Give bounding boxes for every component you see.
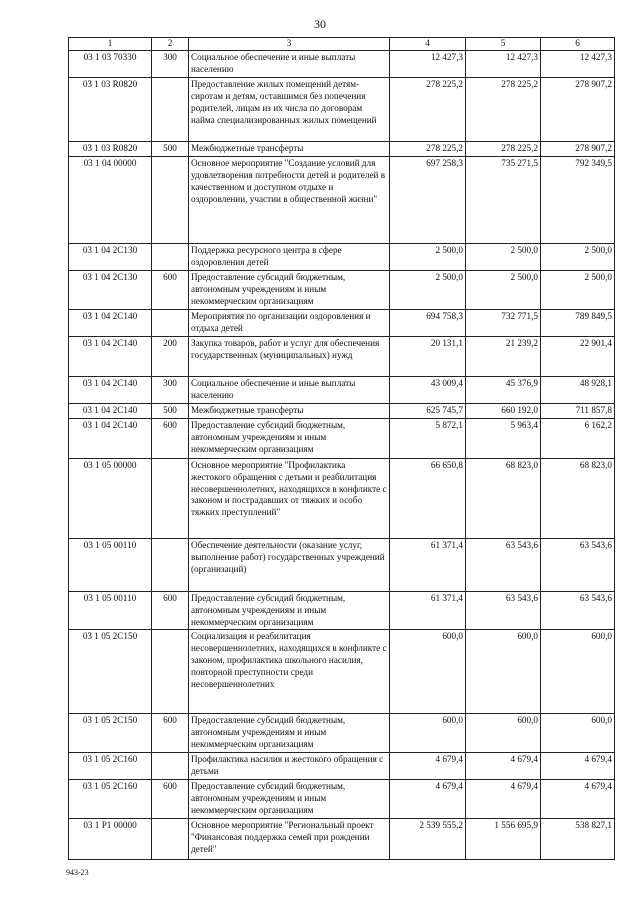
- code-cell: 03 1 04 2C140: [69, 418, 152, 458]
- code-cell: 03 1 05 2C150: [69, 630, 152, 714]
- name-cell: Основное мероприятие "Создание условий для удовлетворения потребности детей и родителей в качественном и доступном отдыхе и оздоровлении, участии в общественной жизни": [189, 156, 390, 243]
- expense-type-cell: 300: [152, 376, 189, 403]
- column-header: 1: [69, 38, 152, 51]
- amount-year1-cell: 5 872,1: [390, 418, 466, 458]
- expense-type-cell: [152, 630, 189, 714]
- code-cell: 03 1 04 2C140: [69, 403, 152, 418]
- code-cell: 03 1 03 70330: [69, 50, 152, 77]
- amount-year2-cell: 600,0: [466, 714, 541, 753]
- amount-year1-cell: 61 371,4: [390, 591, 466, 630]
- name-cell: Социальное обеспечение и иные выплаты населению: [189, 376, 390, 403]
- name-cell: Предоставление жилых помещений детям-сиротам и детям, оставшимся без попечения родителей, лицам из их числа по договорам найма специализированных жилых помещений: [189, 77, 390, 141]
- amount-year1-cell: 625 745,7: [390, 403, 466, 418]
- column-header: 3: [189, 38, 390, 51]
- table-row: [69, 403, 615, 418]
- amount-year3-cell: 2 500,0: [541, 243, 615, 270]
- amount-year1-cell: 12 427,3: [390, 50, 466, 77]
- name-cell: Социальное обеспечение и иные выплаты населению: [189, 50, 390, 77]
- name-cell: Профилактика насилия и жестокого обращения с детьми: [189, 753, 390, 780]
- code-cell: 03 1 04 2C130: [69, 243, 152, 270]
- name-cell: Предоставление субсидий бюджетным, автономным учреждениям и иным некоммерческим организациям: [189, 714, 390, 753]
- amount-year1-cell: 2 500,0: [390, 270, 466, 309]
- expense-type-cell: 500: [152, 141, 189, 156]
- expense-type-cell: 600: [152, 714, 189, 753]
- amount-year1-cell: 61 371,4: [390, 538, 466, 591]
- amount-year3-cell: 538 827,1: [541, 819, 615, 860]
- table-row: [69, 714, 615, 753]
- code-cell: 03 1 04 2C140: [69, 376, 152, 403]
- expense-type-cell: 600: [152, 591, 189, 630]
- page-number: 30: [314, 17, 326, 31]
- amount-year1-cell: 20 131,1: [390, 336, 466, 376]
- amount-year2-cell: 660 192,0: [466, 403, 541, 418]
- name-cell: Социализация и реабилитация несовершеннолетних, находящихся в конфликте с законом, профилактика школьного насилия, повторной преступности среди несовершеннолетних: [189, 630, 390, 714]
- amount-year3-cell: 4 679,4: [541, 780, 615, 819]
- expense-type-cell: [152, 309, 189, 336]
- expense-type-cell: 300: [152, 50, 189, 77]
- amount-year2-cell: 600,0: [466, 630, 541, 714]
- amount-year1-cell: 2 539 555,2: [390, 819, 466, 860]
- code-cell: 03 1 03 R0820: [69, 141, 152, 156]
- table-row: [69, 753, 615, 780]
- expense-type-cell: 500: [152, 403, 189, 418]
- name-cell: Основное мероприятие "Региональный проект "Финансовая поддержка семей при рождении детей": [189, 819, 390, 860]
- name-cell: Предоставление субсидий бюджетным, автономным учреждениям и иным некоммерческим организациям: [189, 270, 390, 309]
- amount-year2-cell: 68 823,0: [466, 458, 541, 538]
- table-row: [69, 376, 615, 403]
- table-row: [69, 270, 615, 309]
- name-cell: Закупка товаров, работ и услуг для обеспечения государственных (муниципальных) нужд: [189, 336, 390, 376]
- amount-year3-cell: 12 427,3: [541, 50, 615, 77]
- expense-type-cell: 600: [152, 270, 189, 309]
- table-row: [69, 458, 615, 538]
- expense-type-cell: [152, 156, 189, 243]
- amount-year3-cell: 278 907,2: [541, 77, 615, 141]
- amount-year2-cell: 63 543,6: [466, 591, 541, 630]
- name-cell: Поддержка ресурсного центра в сфере оздоровления детей: [189, 243, 390, 270]
- amount-year2-cell: 1 556 695,9: [466, 819, 541, 860]
- code-cell: 03 1 04 2C130: [69, 270, 152, 309]
- amount-year2-cell: 4 679,4: [466, 780, 541, 819]
- table-row: [69, 780, 615, 819]
- amount-year3-cell: 63 543,6: [541, 538, 615, 591]
- amount-year2-cell: 2 500,0: [466, 243, 541, 270]
- amount-year2-cell: 735 271,5: [466, 156, 541, 243]
- amount-year3-cell: 600,0: [541, 630, 615, 714]
- code-cell: 03 1 05 00110: [69, 591, 152, 630]
- name-cell: Предоставление субсидий бюджетным, автономным учреждениям и иным некоммерческим организациям: [189, 780, 390, 819]
- expense-type-cell: 600: [152, 418, 189, 458]
- table-row: [69, 336, 615, 376]
- expense-type-cell: [152, 819, 189, 860]
- code-cell: 03 1 04 2C140: [69, 336, 152, 376]
- code-cell: 03 1 03 R0820: [69, 77, 152, 141]
- code-cell: 03 1 04 00000: [69, 156, 152, 243]
- amount-year2-cell: 4 679,4: [466, 753, 541, 780]
- expense-type-cell: [152, 753, 189, 780]
- amount-year3-cell: 2 500,0: [541, 270, 615, 309]
- table-row: [69, 591, 615, 630]
- amount-year2-cell: 278 225,2: [466, 77, 541, 141]
- table-row: [69, 819, 615, 860]
- table-row: [69, 50, 615, 77]
- amount-year3-cell: 6 162,2: [541, 418, 615, 458]
- amount-year3-cell: 600,0: [541, 714, 615, 753]
- column-header: 6: [541, 38, 615, 51]
- amount-year2-cell: 21 239,2: [466, 336, 541, 376]
- expense-type-cell: [152, 538, 189, 591]
- expense-type-cell: 200: [152, 336, 189, 376]
- amount-year1-cell: 66 650,8: [390, 458, 466, 538]
- code-cell: 03 1 05 00110: [69, 538, 152, 591]
- amount-year1-cell: 600,0: [390, 714, 466, 753]
- amount-year1-cell: 278 225,2: [390, 77, 466, 141]
- amount-year3-cell: 63 543,6: [541, 591, 615, 630]
- name-cell: Межбюджетные трансферты: [189, 403, 390, 418]
- name-cell: Основное мероприятие "Профилактика жестокого обращения с детьми и реабилитация несовершеннолетних, находящихся в конфликте с законом и пострадавших от тяжких и особо тяжких преступлений": [189, 458, 390, 538]
- column-header: 4: [390, 38, 466, 51]
- code-cell: 03 1 05 2C160: [69, 780, 152, 819]
- amount-year2-cell: 2 500,0: [466, 270, 541, 309]
- code-cell: 03 1 05 2C150: [69, 714, 152, 753]
- amount-year2-cell: 63 543,6: [466, 538, 541, 591]
- table-row: [69, 630, 615, 714]
- name-cell: Межбюджетные трансферты: [189, 141, 390, 156]
- expense-type-cell: [152, 243, 189, 270]
- amount-year3-cell: 68 823,0: [541, 458, 615, 538]
- amount-year3-cell: 789 849,5: [541, 309, 615, 336]
- amount-year3-cell: 48 928,1: [541, 376, 615, 403]
- amount-year1-cell: 43 009,4: [390, 376, 466, 403]
- code-cell: 03 1 04 2C140: [69, 309, 152, 336]
- amount-year1-cell: 697 258,3: [390, 156, 466, 243]
- amount-year2-cell: 5 963,4: [466, 418, 541, 458]
- name-cell: Обеспечение деятельности (оказание услуг, выполнение работ) государственных учреждений (организаций): [189, 538, 390, 591]
- amount-year2-cell: 45 376,9: [466, 376, 541, 403]
- code-cell: 03 1 05 00000: [69, 458, 152, 538]
- table-row: [69, 141, 615, 156]
- amount-year3-cell: 711 857,8: [541, 403, 615, 418]
- code-cell: 03 1 P1 00000: [69, 819, 152, 860]
- amount-year1-cell: 694 758,3: [390, 309, 466, 336]
- table-row: [69, 309, 615, 336]
- amount-year3-cell: 4 679,4: [541, 753, 615, 780]
- expense-type-cell: 600: [152, 780, 189, 819]
- amount-year3-cell: 22 901,4: [541, 336, 615, 376]
- expense-type-cell: [152, 458, 189, 538]
- table-row: [69, 538, 615, 591]
- amount-year2-cell: 732 771,5: [466, 309, 541, 336]
- amount-year2-cell: 278 225,2: [466, 141, 541, 156]
- table-row: [69, 418, 615, 458]
- expense-type-cell: [152, 77, 189, 141]
- amount-year2-cell: 12 427,3: [466, 50, 541, 77]
- column-header: 2: [152, 38, 189, 51]
- amount-year1-cell: 600,0: [390, 630, 466, 714]
- name-cell: Мероприятия по организации оздоровления и отдыха детей: [189, 309, 390, 336]
- amount-year3-cell: 792 349,5: [541, 156, 615, 243]
- name-cell: Предоставление субсидий бюджетным, автономным учреждениям и иным некоммерческим организациям: [189, 418, 390, 458]
- amount-year1-cell: 278 225,2: [390, 141, 466, 156]
- name-cell: Предоставление субсидий бюджетным, автономным учреждениям и иным некоммерческим организациям: [189, 591, 390, 630]
- amount-year3-cell: 278 907,2: [541, 141, 615, 156]
- budget-table: [68, 37, 615, 860]
- column-header: 5: [466, 38, 541, 51]
- amount-year1-cell: 4 679,4: [390, 753, 466, 780]
- table-row: [69, 156, 615, 243]
- code-cell: 03 1 05 2C160: [69, 753, 152, 780]
- table-row: [69, 243, 615, 270]
- table-row: [69, 77, 615, 141]
- amount-year1-cell: 4 679,4: [390, 780, 466, 819]
- table-header-row: [69, 38, 615, 51]
- footer-document-code: 943-23: [66, 868, 89, 877]
- amount-year1-cell: 2 500,0: [390, 243, 466, 270]
